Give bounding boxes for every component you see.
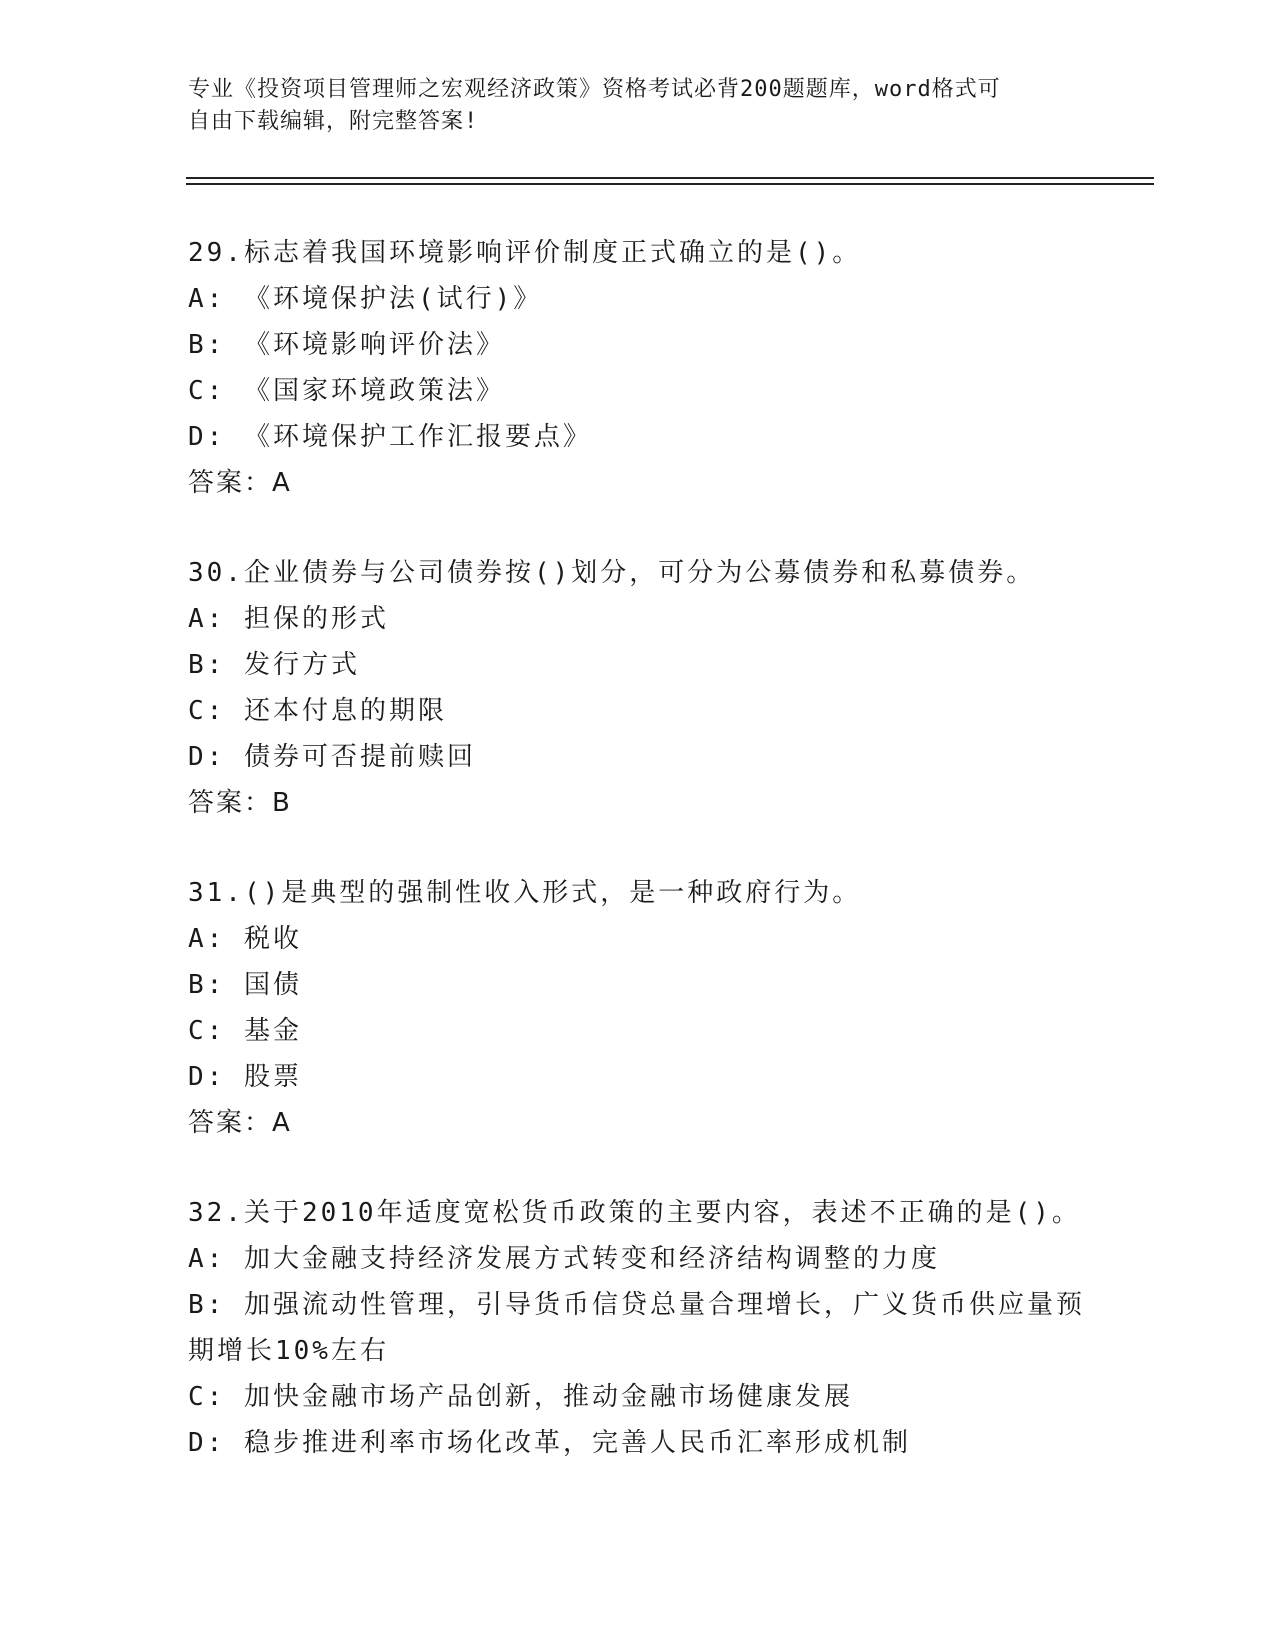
option-c: C: 加快金融市场产品创新，推动金融市场健康发展 — [188, 1382, 853, 1412]
question-31 — [188, 870, 1088, 1146]
option-d: D: 股票 — [188, 1062, 302, 1092]
question-stem: 31.()是典型的强制性收入形式，是一种政府行为。 — [188, 878, 862, 908]
answer-value: A — [272, 1108, 291, 1138]
header-line-1: 专业《投资项目管理师之宏观经济政策》资格考试必背200题题库，word格式可 — [188, 77, 1001, 102]
option-d: D: 债券可否提前赎回 — [188, 742, 476, 772]
option-a: A: 《环境保护法(试行)》 — [188, 284, 543, 314]
header-divider-bottom — [186, 183, 1154, 185]
option-d: D: 稳步推进利率市场化改革，完善人民币汇率形成机制 — [188, 1428, 911, 1458]
question-stem: 32.关于2010年适度宽松货币政策的主要内容，表述不正确的是()。 — [188, 1198, 1081, 1228]
option-b: B: 加强流动性管理，引导货币信贷总量合理增长，广义货币供应量预期增长10%左右 — [188, 1290, 1085, 1366]
option-b: B: 发行方式 — [188, 650, 360, 680]
header-line-2: 自由下载编辑，附完整答案! — [188, 109, 479, 134]
answer-line — [188, 780, 1088, 826]
answer-label: 答案： — [188, 1108, 273, 1138]
question-29 — [188, 230, 1088, 506]
answer-value: B — [272, 788, 291, 818]
question-stem: 29.标志着我国环境影响评价制度正式确立的是()。 — [188, 238, 862, 268]
option-c: C: 基金 — [188, 1016, 302, 1046]
option-c: C: 还本付息的期限 — [188, 696, 447, 726]
option-c: C: 《国家环境政策法》 — [188, 376, 505, 406]
question-32 — [188, 1190, 1088, 1466]
option-b: B: 国债 — [188, 970, 302, 1000]
option-b: B: 《环境影响评价法》 — [188, 330, 505, 360]
option-a: A: 加大金融支持经济发展方式转变和经济结构调整的力度 — [188, 1244, 940, 1274]
document-header — [188, 74, 1088, 138]
header-divider-top — [186, 177, 1154, 179]
option-a: A: 担保的形式 — [188, 604, 389, 634]
answer-label: 答案： — [188, 788, 273, 818]
answer-value: A — [272, 468, 291, 498]
answer-line — [188, 1100, 1088, 1146]
option-d: D: 《环境保护工作汇报要点》 — [188, 422, 592, 452]
answer-line — [188, 460, 1088, 506]
question-list — [188, 230, 1088, 1510]
option-a: A: 税收 — [188, 924, 302, 954]
answer-label: 答案： — [188, 468, 273, 498]
question-stem: 30.企业债券与公司债券按()划分，可分为公募债券和私募债券。 — [188, 558, 1036, 588]
question-30 — [188, 550, 1088, 826]
